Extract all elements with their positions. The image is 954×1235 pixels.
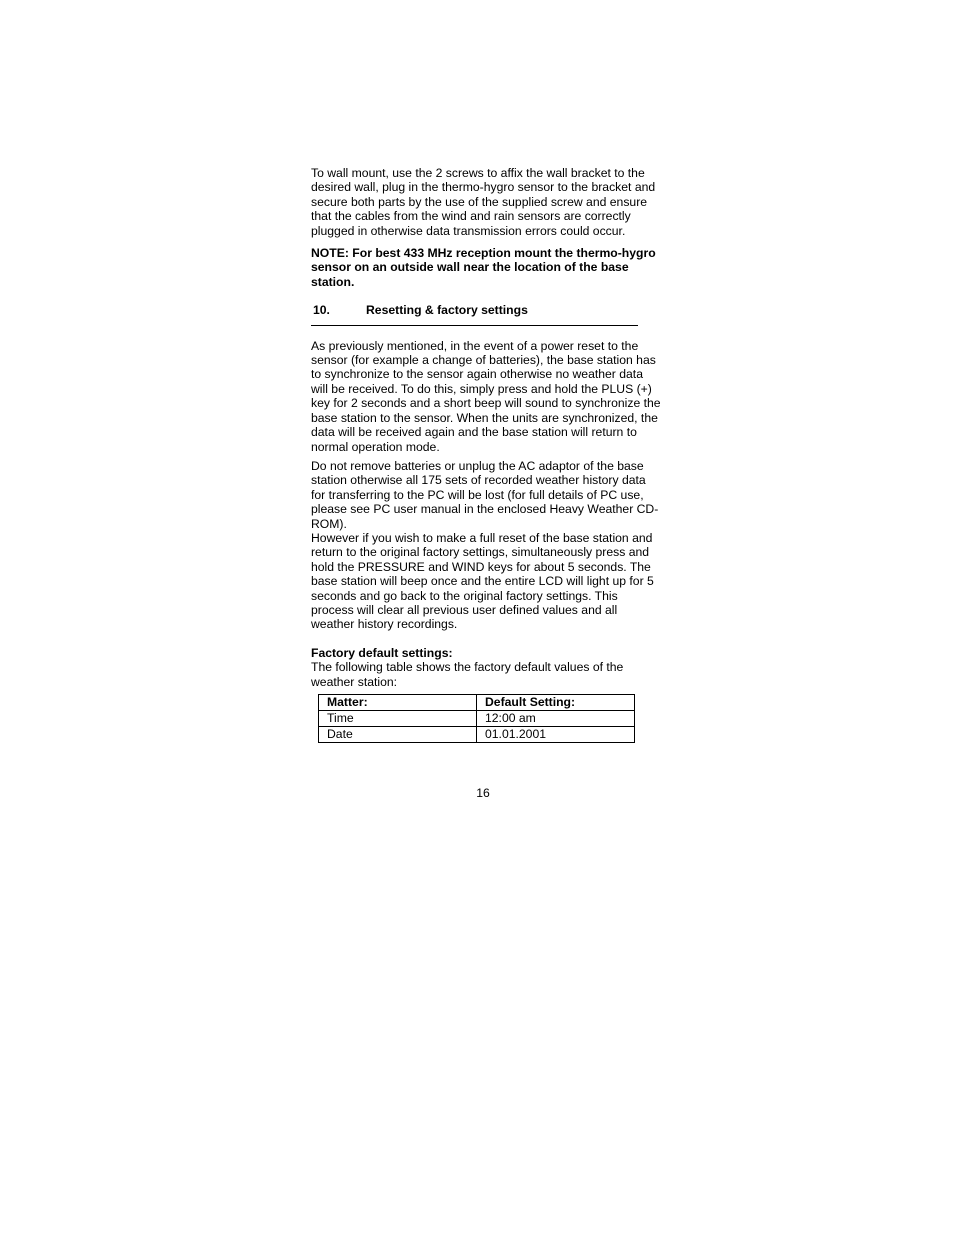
- table-row: [319, 727, 635, 743]
- header-matter: Matter:: [319, 695, 477, 711]
- table-cell: Date: [319, 727, 477, 743]
- table-header-row: [319, 695, 635, 711]
- page-content: [311, 166, 661, 743]
- sync-paragraph: As previously mentioned, in the event of a power reset to the sensor (for example a change of batteries), the base station has to synchronize to the sensor again otherwise no weather data will be received. To do this, simply press and hold the PLUS (+) key for 2 seconds and a short beep will sound to synchronize the base station to the sensor. When the units are synchronized, the data will be received again and the base station will return to normal operation mode.: [311, 338, 661, 454]
- section-number: 10.: [313, 303, 330, 318]
- batteries-paragraph: Do not remove batteries or unplug the AC adaptor of the base station otherwise all 175 sets of recorded weather history data for transferring to the PC will be lost (for full details of PC use, please see PC user manual in the enclosed Heavy Weather CD-ROM).: [311, 458, 659, 531]
- table-cell: 01.01.2001: [477, 727, 635, 743]
- header-default-setting: Default Setting:: [477, 695, 635, 711]
- table-cell: 12:00 am: [477, 711, 635, 727]
- defaults-intro: The following table shows the factory default values of the weather station:: [311, 660, 624, 689]
- wall-mount-paragraph: To wall mount, use the 2 screws to affix the wall bracket to the desired wall, plug in the thermo-hygro sensor to the bracket and secure both parts by the use of the supplied screw and ensure that the cables from the wind and rain sensors are correctly plugged in otherwise data transmission errors could occur.: [311, 166, 656, 238]
- defaults-table: [318, 694, 635, 743]
- reception-note: NOTE: For best 433 MHz reception mount the thermo-hygro sensor on an outside wall near the location of the base station.: [311, 246, 656, 289]
- table-row: [319, 711, 635, 727]
- section-heading: [311, 303, 638, 325]
- page-number: 16: [476, 786, 490, 800]
- section-title: Resetting & factory settings: [366, 303, 528, 318]
- table-cell: Time: [319, 711, 477, 727]
- defaults-heading: Factory default settings:: [311, 645, 453, 660]
- factory-reset-paragraph: However if you wish to make a full reset of the base station and return to the original factory settings, simultaneously press and hold the PRESSURE and WIND keys for about 5 seconds. The base station will beep once and the entire LCD will light up for 5 seconds and go back to the original factory settings. This process will clear all previous user defined values and all weather history recordings.: [311, 530, 654, 632]
